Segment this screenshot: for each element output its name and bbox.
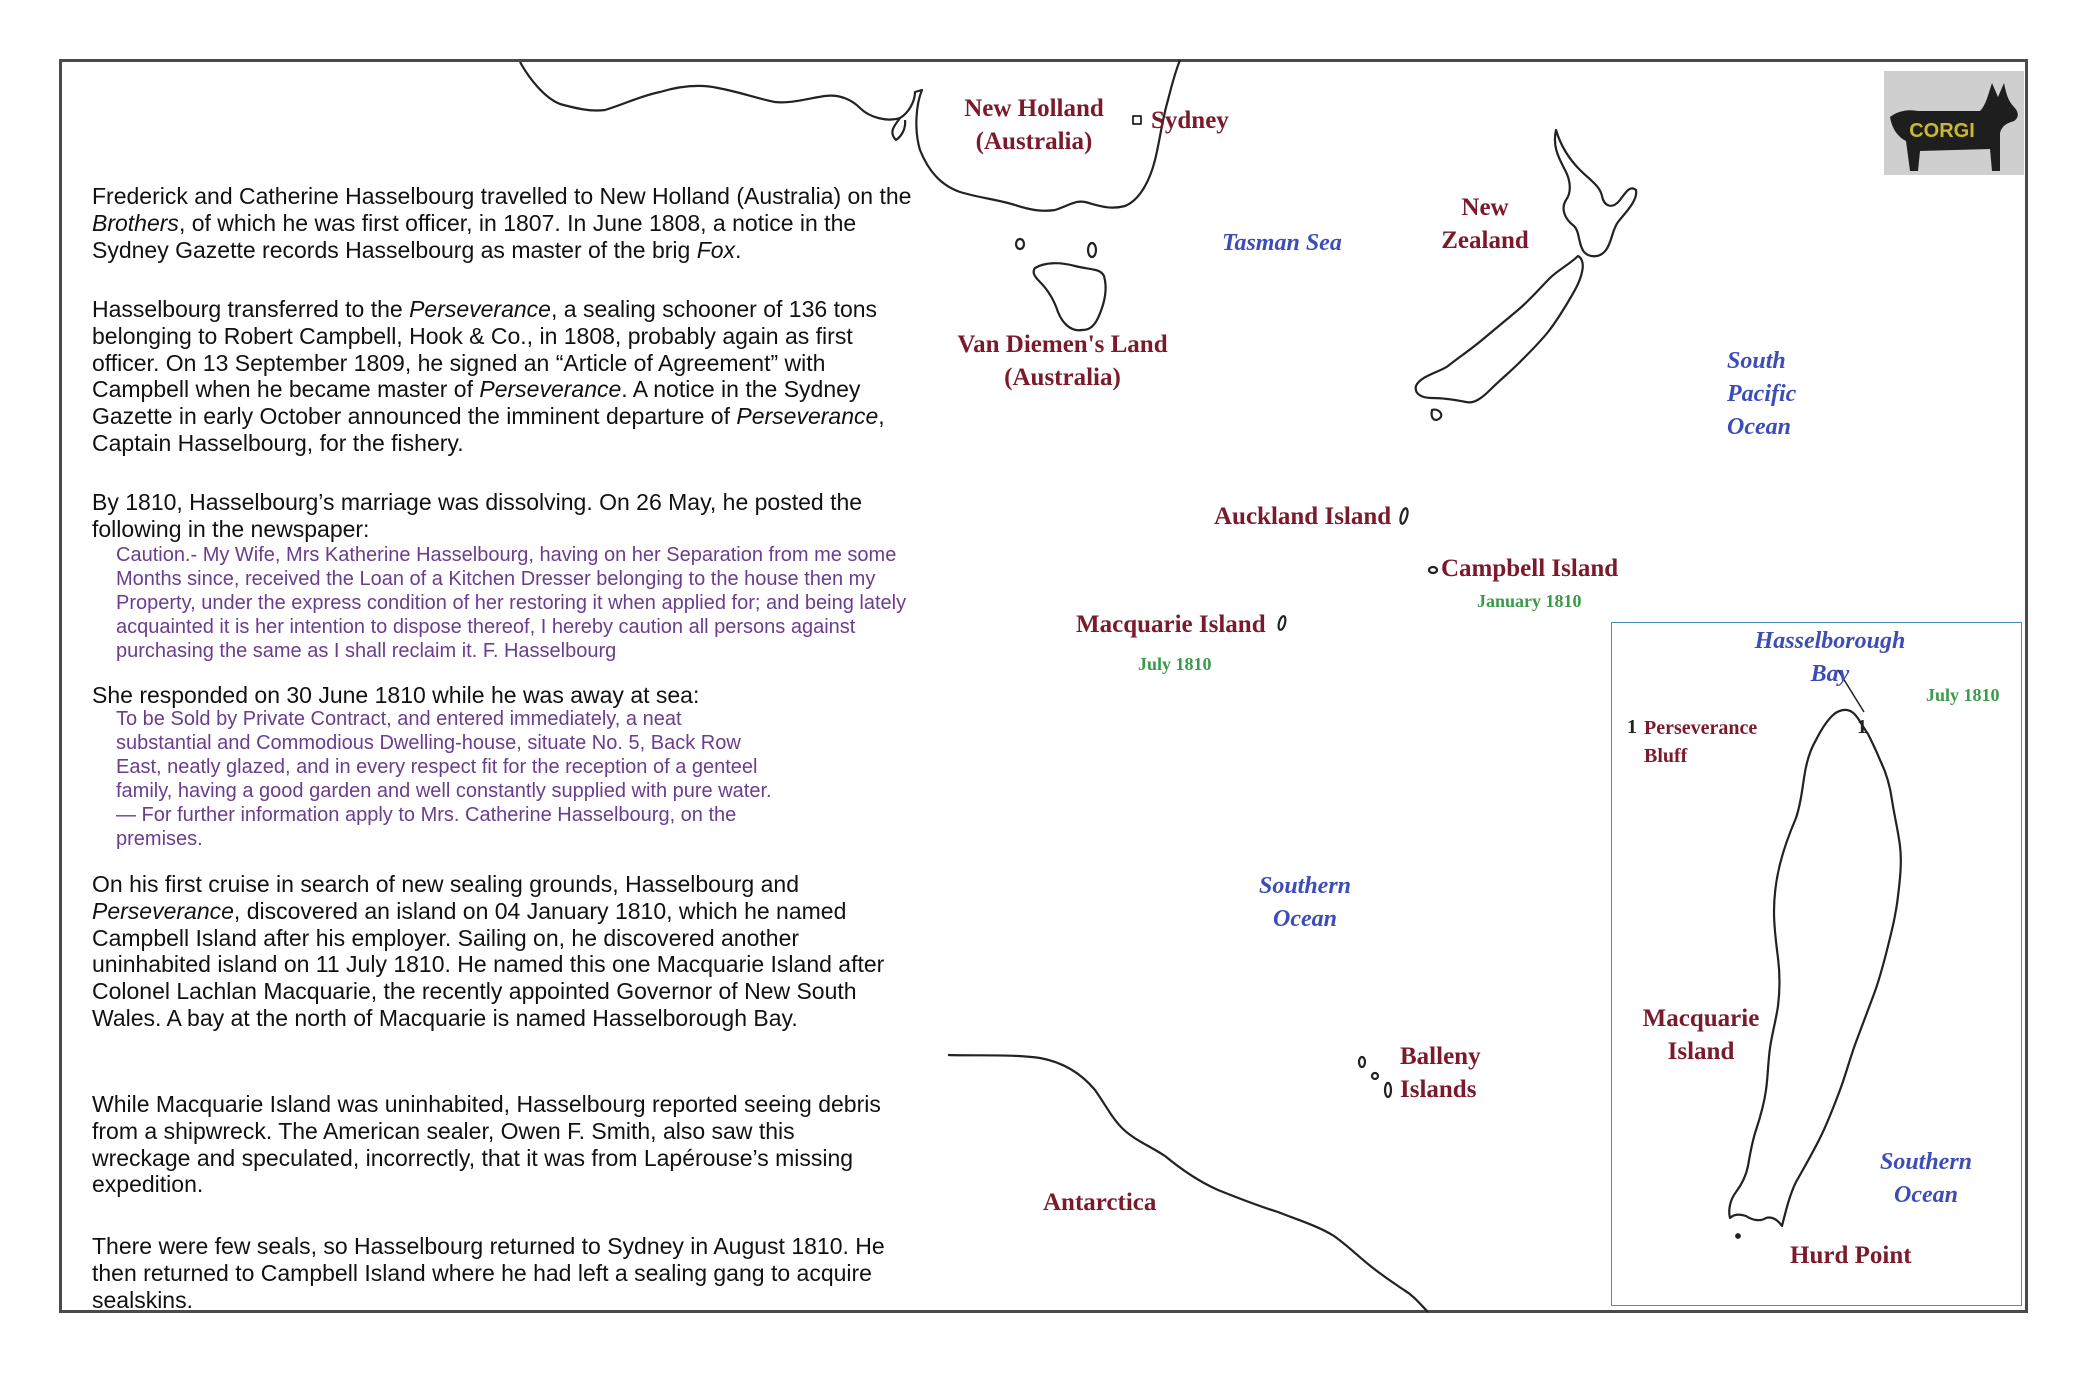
corgi-silhouette-icon — [1884, 71, 2024, 175]
label-new-holland: New Holland (Australia) — [964, 95, 1104, 155]
label-sydney: Sydney — [1151, 107, 1229, 134]
label-inset-macquarie-island: Macquarie Island — [1642, 1005, 1760, 1065]
balleny-island-2 — [1372, 1073, 1378, 1079]
paragraph-3: By 1810, Hasselbourg’s marriage was dissolving. On 26 May, he posted the following in the newspaper: — [92, 489, 863, 542]
date-macquarie: July 1810 — [1138, 654, 1212, 674]
label-tasman-sea: Tasman Sea — [1222, 230, 1342, 256]
label-hasselborough-bay: Hasselborough Bay — [1754, 628, 1906, 687]
label-van-diemens-land: Van Diemen's Land (Australia) — [957, 331, 1168, 391]
sydney-marker — [1133, 116, 1141, 124]
label-balleny-islands: Balleny Islands — [1400, 1043, 1481, 1103]
antarctica-coastline — [948, 1055, 1428, 1312]
king-island — [1016, 239, 1024, 249]
nz-south-island — [1416, 256, 1583, 402]
paragraph-7: There were few seals, so Hasselbourg returned to Sydney in August 1810. He then returned to Campbell Island where he had left a sealing gang to acquire sealskins. — [92, 1233, 885, 1313]
label-macquarie-island: Macquarie Island — [1076, 611, 1266, 638]
marker-number: 1 — [1857, 716, 1867, 738]
label-south-pacific-ocean: South Pacific Ocean — [1727, 348, 1797, 440]
label-perseverance-bluff: Perseverance Bluff — [1644, 717, 1758, 767]
auckland-island-shape — [1399, 507, 1409, 524]
quote-caution: Caution.- My Wife, Mrs Katherine Hasselbourg, having on her Separation from me some Months since, received the Loan of a Kitchen Dresser belonging to the house then my Property, under the express condition of her restoring it when applied for; and being lately acquainted it is her intention to dispose thereof, I hereby caution all persons against purchasing the same as I shall reclaim it. F. Hasselbourg — [116, 544, 907, 662]
stewart-island — [1432, 410, 1442, 420]
label-antarctica: Antarctica — [1043, 1189, 1157, 1216]
macquarie-island-shape — [1277, 615, 1286, 630]
balleny-island-1 — [1359, 1057, 1365, 1067]
label-hurd-point: Hurd Point — [1790, 1242, 1912, 1269]
tasmania-outline — [1034, 263, 1106, 330]
campbell-island-shape — [1429, 567, 1437, 573]
flinders-island — [1088, 243, 1096, 257]
paragraph-2: Hasselbourg transferred to the Perseverance, a sealing schooner of 136 tons belonging to Robert Campbell, Hook & Co., in 1808, probably again as first officer. On 13 September 1809, he signed an “Article of Agreement” with Campbell when he became master of Perseverance. A notice in the Sydney Gazette in early October announced the imminent departure of Perseverance, Captain Hasselbourg, for the fishery. — [92, 296, 885, 456]
bluff-number: 1 — [1627, 716, 1637, 738]
paragraph-1: Frederick and Catherine Hasselbourg travelled to New Holland (Australia) on the Brothers, of which he was first officer, in 1807. In June 1808, a notice in the Sydney Gazette records Hasselbourg as master of the brig Fox. — [92, 183, 912, 263]
label-inset-southern-ocean: Southern Ocean — [1879, 1149, 1973, 1208]
label-new-zealand: New Zealand — [1441, 194, 1529, 254]
paragraph-4: She responded on 30 June 1810 while he was away at sea: — [92, 682, 700, 708]
label-campbell-island: Campbell Island — [1441, 555, 1619, 582]
corgi-logo-text: CORGI — [1909, 120, 1975, 142]
date-campbell: January 1810 — [1477, 591, 1582, 611]
spencer-gulf — [892, 118, 905, 140]
label-southern-ocean: Southern Ocean — [1258, 873, 1352, 932]
balleny-island-3 — [1385, 1083, 1391, 1097]
label-auckland-island: Auckland Island — [1214, 503, 1392, 530]
nz-north-island — [1555, 130, 1636, 256]
corgi-logo — [1884, 71, 2024, 175]
paragraph-5: On his first cruise in search of new sealing grounds, Hasselbourg and Perseverance, discovered an island on 04 January 1810, which he named Campbell Island after his employer. Sailing on, he discovered another uninhabited island on 11 July 1810. He named this one Macquarie Island after Colonel Lachlan Macquarie, the recently appointed Governor of New South Wales. A bay at the north of Macquarie is named Hasselborough Bay. — [92, 871, 885, 1031]
paragraph-6: While Macquarie Island was uninhabited, Hasselbourg reported seeing debris from a shipwreck. The American sealer, Owen F. Smith, also saw this wreckage and speculated, incorrectly, that it was from Lapérouse’s missing expedition. — [92, 1091, 881, 1198]
quote-sale-notice: To be Sold by Private Contract, and entered immediately, a neat substantial and Commodious Dwelling-house, situate No. 5, Back Row East, neatly glazed, and in every respect fit for the reception of a genteel family, having a good garden and well constantly supplied with pure water.— For further information apply to Mrs. Catherine Hasselbourg, on the premises. — [116, 708, 772, 850]
date-inset: July 1810 — [1926, 685, 2000, 705]
